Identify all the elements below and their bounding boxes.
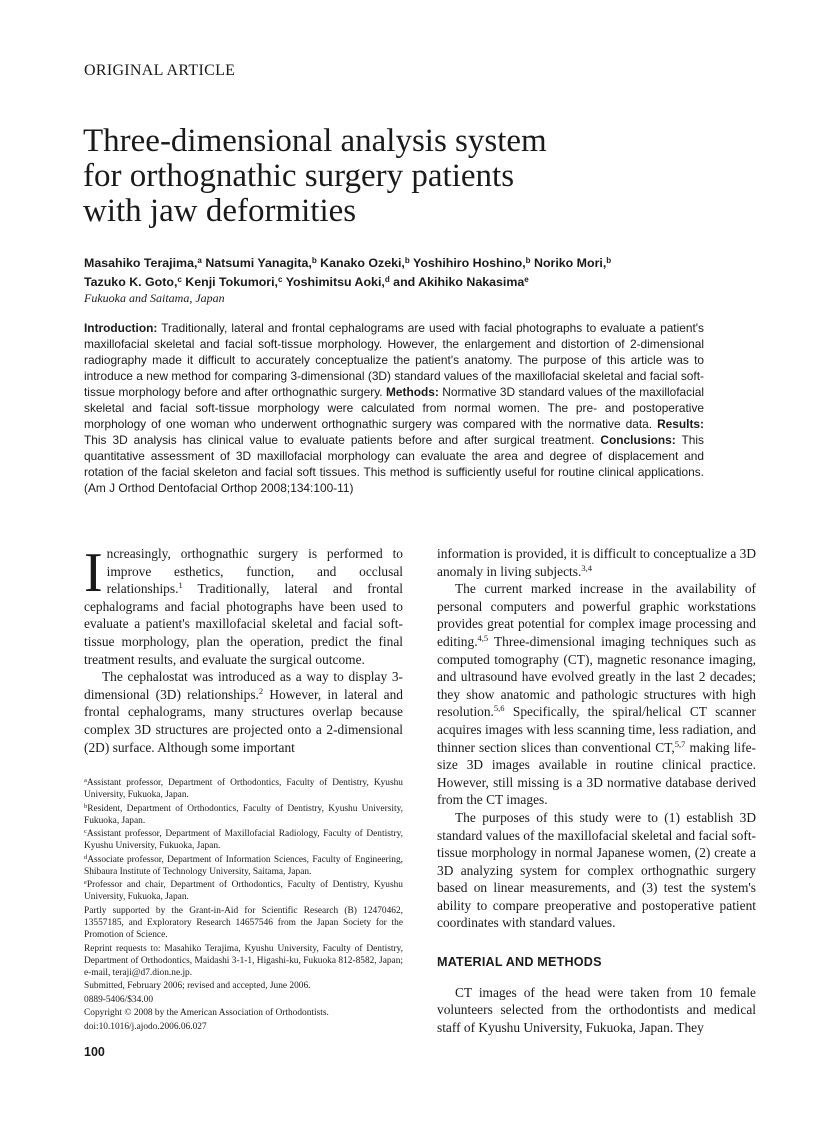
body-column-right	[437, 545, 756, 1036]
footnote-text: Resident, Department of Orthodontics, Faculty of Dentistry, Kyushu University, Fukuoka, Japan.	[84, 803, 403, 826]
body-paragraph	[84, 542, 403, 668]
author-name: Noriko Mori,	[534, 256, 607, 270]
citation-ref: 5,6	[493, 703, 505, 714]
author-name: and Akihiko Nakasima	[393, 275, 525, 289]
author-name: Kenji Tokumori,	[185, 275, 279, 289]
drop-cap: I	[84, 542, 103, 604]
body-text: ncreasingly, orthognathic surgery is performed to improve esthetics, function, and occlusal relationships.	[106, 546, 403, 597]
footnote-text: Professor and chair, Department of Orthodontics, Faculty of Dentistry, Kyushu University, Fukuoka, Japan.	[84, 880, 403, 903]
footnote-affiliation	[84, 828, 403, 852]
author-name: Natsumi Yanagita,	[205, 256, 312, 270]
body-paragraph: CT images of the head were taken from 10 female volunteers selected from the orthodontists and medical staff of Kyushu University, Fukuoka, Japan. They	[437, 984, 756, 1035]
footnote-affiliation	[84, 803, 403, 827]
footnote-copyright: Copyright © 2008 by the American Association of Orthodontists.	[84, 1008, 329, 1019]
author-name: Kanako Ozeki,	[320, 256, 405, 270]
title-line-1: Three-dimensional analysis system	[83, 123, 547, 159]
abstract-introduction-text: Traditionally, lateral and frontal cephalograms are used with facial photographs to evaluate a patient's maxillofacial skeletal and facial soft-tissue morphology. However, the enlargement and distortion of 2-dimensional radiography made it difficult to accurately conceptualize the patient's anatomy. The purpose of this article was to introduce a new method for comparing 3-dimensional (3D) standard values of the maxillofacial skeletal and facial soft-tissue morphology before and after orthognathic surgery.	[84, 321, 704, 399]
footnote-affiliation	[84, 777, 403, 801]
footnote-doi: doi:10.1016/j.ajodo.2006.06.027	[84, 1021, 207, 1032]
author-location: Fukuoka and Saitama, Japan	[84, 291, 225, 305]
abstract-results-label: Results:	[657, 417, 704, 431]
author-affiliation-mark: a	[197, 256, 202, 265]
author-affiliation-mark: c	[177, 275, 182, 284]
title-line-3: with jaw deformities	[83, 193, 357, 229]
section-heading: MATERIAL AND METHODS	[437, 955, 602, 970]
article-type-label: ORIGINAL ARTICLE	[84, 62, 236, 79]
footnote-mark: d	[84, 853, 88, 861]
body-paragraph	[437, 545, 756, 580]
abstract	[84, 320, 704, 496]
citation-ref: 5,7	[674, 738, 686, 749]
author-name: Yoshimitsu Aoki,	[285, 275, 385, 289]
abstract-methods-label: Methods:	[385, 385, 439, 399]
author-affiliation-mark: b	[311, 256, 317, 265]
body-text: The cephalostat was introduced as a way to display 3-dimensional (3D) relationships.	[84, 669, 403, 702]
body-column-left	[84, 542, 403, 756]
abstract-methods-text: Normative 3D standard values of the maxillofacial skeletal and facial soft-tissue morphology were calculated from normal women. The pre- and postoperative morphology of one woman who underwent orthognathic surgery was compared with the normative data.	[84, 385, 704, 431]
footnote-affiliation	[84, 879, 403, 903]
footnote-mark: c	[84, 828, 87, 836]
footnote-text: Assistant professor, Department of Orthodontics, Faculty of Dentistry, Kyushu University, Fukuoka, Japan.	[84, 778, 403, 801]
author-affiliation-mark: b	[404, 256, 410, 265]
body-text: Three-dimensional imaging techniques such as computed tomography (CT), magnetic resonance imaging, and ultrasound have evolved greatly in the last 2 decades; they show anatomic and pathologic structures with high resolution.	[437, 633, 756, 720]
author-name: Masahiko Terajima,	[84, 256, 198, 270]
author-affiliation-mark: b	[606, 256, 612, 265]
body-paragraph	[84, 668, 403, 756]
title-line-2: for orthognathic surgery patients	[83, 158, 515, 194]
footnote-funding: Partly supported by the Grant-in-Aid for Scientific Research (B) 12470462, 13557185, and Exploratory Research 14657546 from the Japan Society for the Promotion of Science.	[84, 905, 403, 941]
author-affiliation-mark: b	[525, 256, 531, 265]
footnote-mark: a	[84, 777, 87, 784]
author-affiliation-mark: d	[384, 275, 390, 284]
footnote-mark: b	[84, 802, 88, 810]
author-name: Yoshihiro Hoshino,	[412, 256, 526, 270]
abstract-conclusions-text: This quantitative assessment of 3D maxillofacial morphology can evaluate the area and degree of displacement and rotation of the facial skeleton and facial soft tissues. This method is sufficiently useful for routine clinical applications. (Am J Orthod Dentofacial Orthop 2008;134:100-11)	[84, 433, 704, 495]
page-number: 100	[84, 1045, 105, 1059]
footnote-text: Associate professor, Department of Information Sciences, Faculty of Engineering, Shibaura Institute of Technology University, Saitama, Japan.	[84, 854, 403, 877]
author-line-2	[84, 273, 724, 292]
author-affiliation-mark: c	[278, 275, 283, 284]
citation-ref: 4,5	[477, 632, 489, 643]
footnote-issn: 0889-5406/$34.00	[84, 994, 154, 1005]
footnote-reprint-requests: Reprint requests to: Masahiko Terajima, Kyushu University, Faculty of Dentistry, Department of Orthodontics, Maidashi 3-1-1, Higashi-ku, Fukuoka 812-8582, Japan; e-mail, teraji@d7.dion.ne.jp.	[84, 943, 403, 978]
body-text: Traditionally, lateral and frontal cephalograms and facial photographs have been used to evaluate a patient's maxillofacial skeletal and facial soft-tissue morphology, plan the operation, predict the final treatment results, and evaluate the surgical outcome.	[84, 581, 403, 667]
footnote-submission-dates: Submitted, February 2006; revised and accepted, June 2006.	[84, 981, 311, 992]
abstract-introduction-label: Introduction:	[84, 321, 158, 335]
body-paragraph	[437, 580, 756, 809]
body-text: The current marked increase in the availability of personal computers and powerful graphic workstations provides great potential for complex image processing and editing.	[437, 581, 756, 649]
abstract-results-text: This 3D analysis has clinical value to evaluate patients before and after surgical treatment.	[84, 433, 601, 447]
author-list	[84, 254, 724, 292]
author-affiliation-mark: e	[524, 275, 529, 284]
article-title	[83, 124, 703, 229]
citation-ref: 2	[258, 685, 264, 696]
citation-ref: 1	[178, 580, 183, 591]
footnote-mark: e	[84, 879, 87, 887]
footnote-affiliation	[84, 854, 403, 878]
body-text: information is provided, it is difficult to conceptualize a 3D anomaly in living subjects.	[437, 546, 756, 579]
body-text: Specifically, the spiral/helical CT scanner acquires images with less scanning time, less radiation, and thinner section slices than conventional CT,	[437, 704, 756, 755]
body-text: However, in lateral and frontal cephalograms, many structures overlap because complex 3D structures are projected onto a 2-dimensional (2D) surface. Although some important	[84, 686, 403, 755]
citation-ref: 3,4	[581, 562, 592, 573]
author-line-1	[84, 254, 724, 273]
author-name: Tazuko K. Goto,	[84, 275, 178, 289]
footnotes	[84, 777, 403, 1034]
body-paragraph: The purposes of this study were to (1) establish 3D standard values of the maxillofacial skeletal and facial soft-tissue morphology in normal Japanese women, (2) create a 3D analyzing system for complex orthognathic surgery based on linear measurements, and (3) test the system's ability to compare preoperative and postoperative patient coordinates with standard values.	[437, 809, 757, 931]
body-text: making life-size 3D images available in routine clinical practice. However, still missing is a 3D normative database derived from the CT images.	[437, 739, 757, 808]
abstract-conclusions-label: Conclusions:	[600, 433, 676, 447]
footnote-text: Assistant professor, Department of Maxillofacial Radiology, Faculty of Dentistry, Kyushu University, Fukuoka, Japan.	[84, 829, 403, 852]
